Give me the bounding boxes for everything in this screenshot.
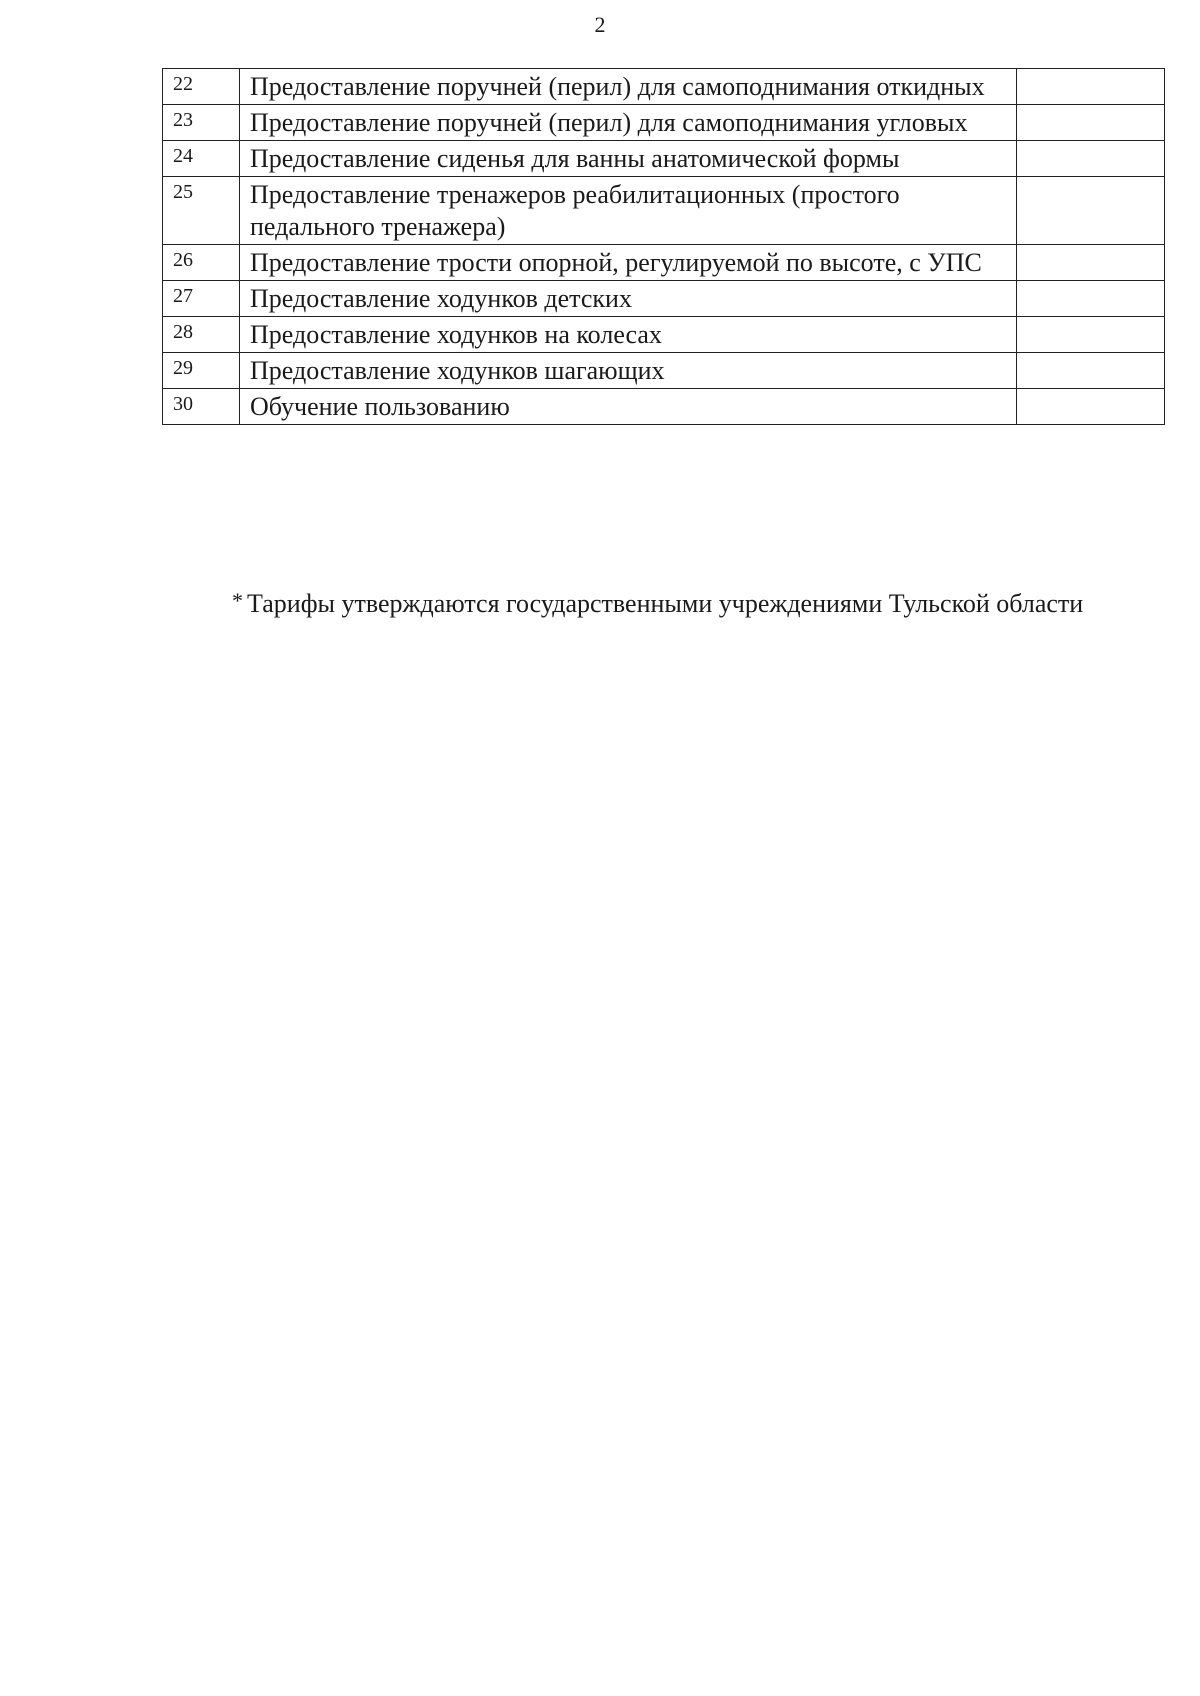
service-name: Предоставление тренажеров реабилитационных (простого педального тренажера) [240, 177, 1017, 245]
footnote-asterisk: * [232, 588, 243, 613]
service-name: Обучение пользованию [240, 389, 1017, 425]
row-number: 23 [163, 105, 240, 141]
table-row [163, 141, 1165, 177]
footnote-text: Тарифы утверждаются государственными учреждениями Тульской области [247, 589, 1084, 618]
table-row [163, 177, 1165, 245]
footnote [162, 585, 1135, 620]
row-number: 24 [163, 141, 240, 177]
service-name: Предоставление ходунков шагающих [240, 353, 1017, 389]
table-row [163, 317, 1165, 353]
table-row [163, 353, 1165, 389]
tariff-cell [1017, 105, 1165, 141]
row-number: 22 [163, 69, 240, 105]
service-name: Предоставление поручней (перил) для самоподнимания угловых [240, 105, 1017, 141]
page-number: 2 [594, 12, 606, 37]
tariff-cell [1017, 353, 1165, 389]
service-name: Предоставление сиденья для ванны анатомической формы [240, 141, 1017, 177]
services-table [162, 68, 1165, 425]
service-name: Предоставление ходунков на колесах [240, 317, 1017, 353]
tariff-cell [1017, 389, 1165, 425]
table-row [163, 281, 1165, 317]
table-row [163, 389, 1165, 425]
tariff-cell [1017, 69, 1165, 105]
tariff-cell [1017, 245, 1165, 281]
table-row [163, 69, 1165, 105]
service-name: Предоставление поручней (перил) для самоподнимания откидных [240, 69, 1017, 105]
row-number: 28 [163, 317, 240, 353]
row-number: 29 [163, 353, 240, 389]
row-number: 27 [163, 281, 240, 317]
tariff-cell [1017, 281, 1165, 317]
row-number: 30 [163, 389, 240, 425]
tariff-cell [1017, 177, 1165, 245]
row-number: 26 [163, 245, 240, 281]
service-name: Предоставление трости опорной, регулируемой по высоте, с УПС [240, 245, 1017, 281]
row-number: 25 [163, 177, 240, 245]
table-row [163, 245, 1165, 281]
tariff-cell [1017, 141, 1165, 177]
service-name: Предоставление ходунков детских [240, 281, 1017, 317]
tariff-cell [1017, 317, 1165, 353]
table-row [163, 105, 1165, 141]
